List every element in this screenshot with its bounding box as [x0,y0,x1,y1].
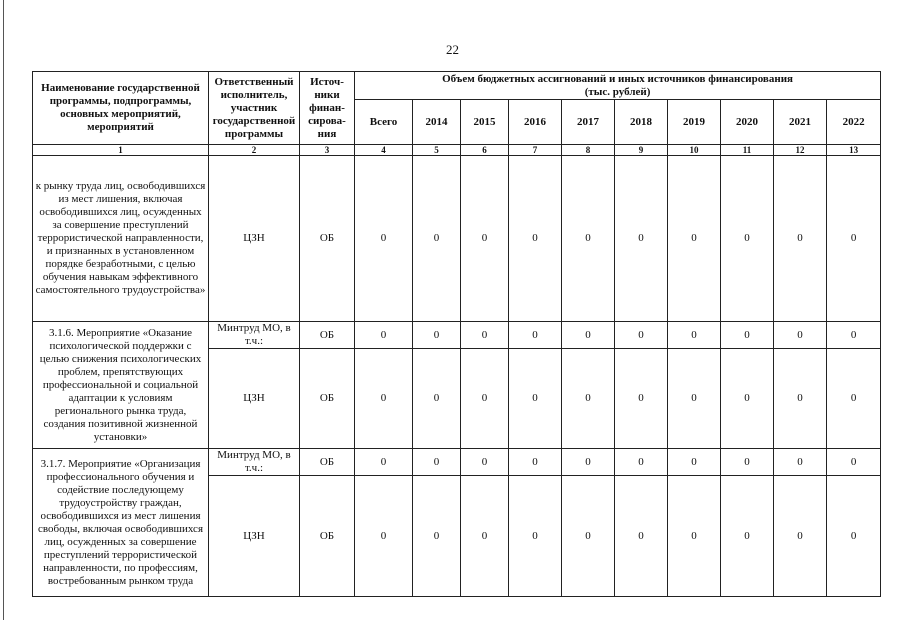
value-cell: 0 [355,322,413,349]
value-cell: 0 [827,449,881,476]
value-cell: 0 [562,156,615,322]
column-number: 3 [300,145,355,156]
value-cell: 0 [461,349,509,449]
value-cell: 0 [562,476,615,597]
header-source: Источ-ники финан-сирова-ния [300,72,355,145]
value-cell: 0 [668,322,721,349]
source-cell: ОБ [300,349,355,449]
executor-cell: ЦЗН [209,349,300,449]
header-year: 2017 [562,100,615,145]
value-cell: 0 [615,322,668,349]
value-cell: 0 [413,449,461,476]
source-cell: ОБ [300,322,355,349]
header-year: 2021 [774,100,827,145]
value-cell: 0 [721,449,774,476]
value-cell: 0 [721,476,774,597]
header-year: 2019 [668,100,721,145]
value-cell: 0 [827,322,881,349]
value-cell: 0 [668,476,721,597]
value-cell: 0 [774,476,827,597]
value-cell: 0 [509,476,562,597]
value-cell: 0 [413,156,461,322]
value-cell: 0 [615,156,668,322]
value-cell: 0 [562,322,615,349]
value-cell: 0 [413,476,461,597]
value-cell: 0 [509,449,562,476]
column-number: 12 [774,145,827,156]
source-cell: ОБ [300,476,355,597]
value-cell: 0 [615,476,668,597]
column-number: 4 [355,145,413,156]
value-cell: 0 [774,449,827,476]
value-cell: 0 [827,156,881,322]
value-cell: 0 [615,349,668,449]
value-cell: 0 [509,322,562,349]
value-cell: 0 [668,349,721,449]
table-row [33,322,881,349]
column-number: 1 [33,145,209,156]
header-year: 2016 [509,100,562,145]
header-total: Всего [355,100,413,145]
value-cell: 0 [355,476,413,597]
column-number: 11 [721,145,774,156]
value-cell: 0 [461,476,509,597]
value-cell: 0 [461,449,509,476]
header-year: 2022 [827,100,881,145]
value-cell: 0 [413,322,461,349]
activity-name: 3.1.6. Мероприятие «Оказание психологической поддержки с целью снижения психологических проблем, препятствующих профессиональной и социальной адаптации к условиям регионального рынка труда, создания позитивной жизненной установки» [33,322,209,449]
value-cell: 0 [562,449,615,476]
table-row [33,156,881,322]
page-number: 22 [446,42,459,57]
value-cell: 0 [355,449,413,476]
column-number: 2 [209,145,300,156]
value-cell: 0 [827,349,881,449]
activity-name: 3.1.7. Мероприятие «Организация профессионального обучения и содействие последующему трудоустройству граждан, освободившихся из мест лишения свободы, включая освободившихся лиц, осужденных за совершение преступлений террористической направленности, по профессиям, востребованным рынком труда [33,449,209,597]
value-cell: 0 [413,349,461,449]
budget-table [32,71,881,597]
value-cell: 0 [774,349,827,449]
header-year: 2014 [413,100,461,145]
value-cell: 0 [668,156,721,322]
value-cell: 0 [721,349,774,449]
executor-cell: Минтруд МО, в т.ч.: [209,322,300,349]
executor-cell: ЦЗН [209,476,300,597]
header-name: Наименование государственной программы, подпрограммы, основных мероприятий, мероприятий [33,72,209,145]
column-number: 13 [827,145,881,156]
source-cell: ОБ [300,449,355,476]
value-cell: 0 [615,449,668,476]
page-edge-rule [3,0,4,620]
column-number: 8 [562,145,615,156]
column-number-row [33,145,881,156]
header-year: 2020 [721,100,774,145]
column-number: 10 [668,145,721,156]
value-cell: 0 [668,449,721,476]
value-cell: 0 [721,322,774,349]
value-cell: 0 [509,156,562,322]
activity-name: к рынку труда лиц, освободившихся из мест лишения, включая освободившихся лиц, осужденных за совершение преступлений террористической направленности, и признанных в установленном порядке безработными, с целью обучения навыкам эффективного самостоятельного трудоустройства» [33,156,209,322]
value-cell: 0 [774,156,827,322]
header-year: 2015 [461,100,509,145]
value-cell: 0 [721,156,774,322]
column-number: 7 [509,145,562,156]
table-row [33,449,881,476]
executor-cell: Минтруд МО, в т.ч.: [209,449,300,476]
column-number: 5 [413,145,461,156]
value-cell: 0 [509,349,562,449]
value-cell: 0 [461,322,509,349]
column-number: 9 [615,145,668,156]
header-volume-title: Объем бюджетных ассигнований и иных источников финансирования [442,72,793,85]
column-number: 6 [461,145,509,156]
value-cell: 0 [774,322,827,349]
value-cell: 0 [827,476,881,597]
source-cell: ОБ [300,156,355,322]
header-year: 2018 [615,100,668,145]
header-executor: Ответственный исполнитель, участник государственной программы [209,72,300,145]
value-cell: 0 [461,156,509,322]
header-volume-group [355,72,881,100]
executor-cell: ЦЗН [209,156,300,322]
value-cell: 0 [562,349,615,449]
value-cell: 0 [355,349,413,449]
value-cell: 0 [355,156,413,322]
header-volume-unit: (тыс. рублей) [584,85,651,98]
